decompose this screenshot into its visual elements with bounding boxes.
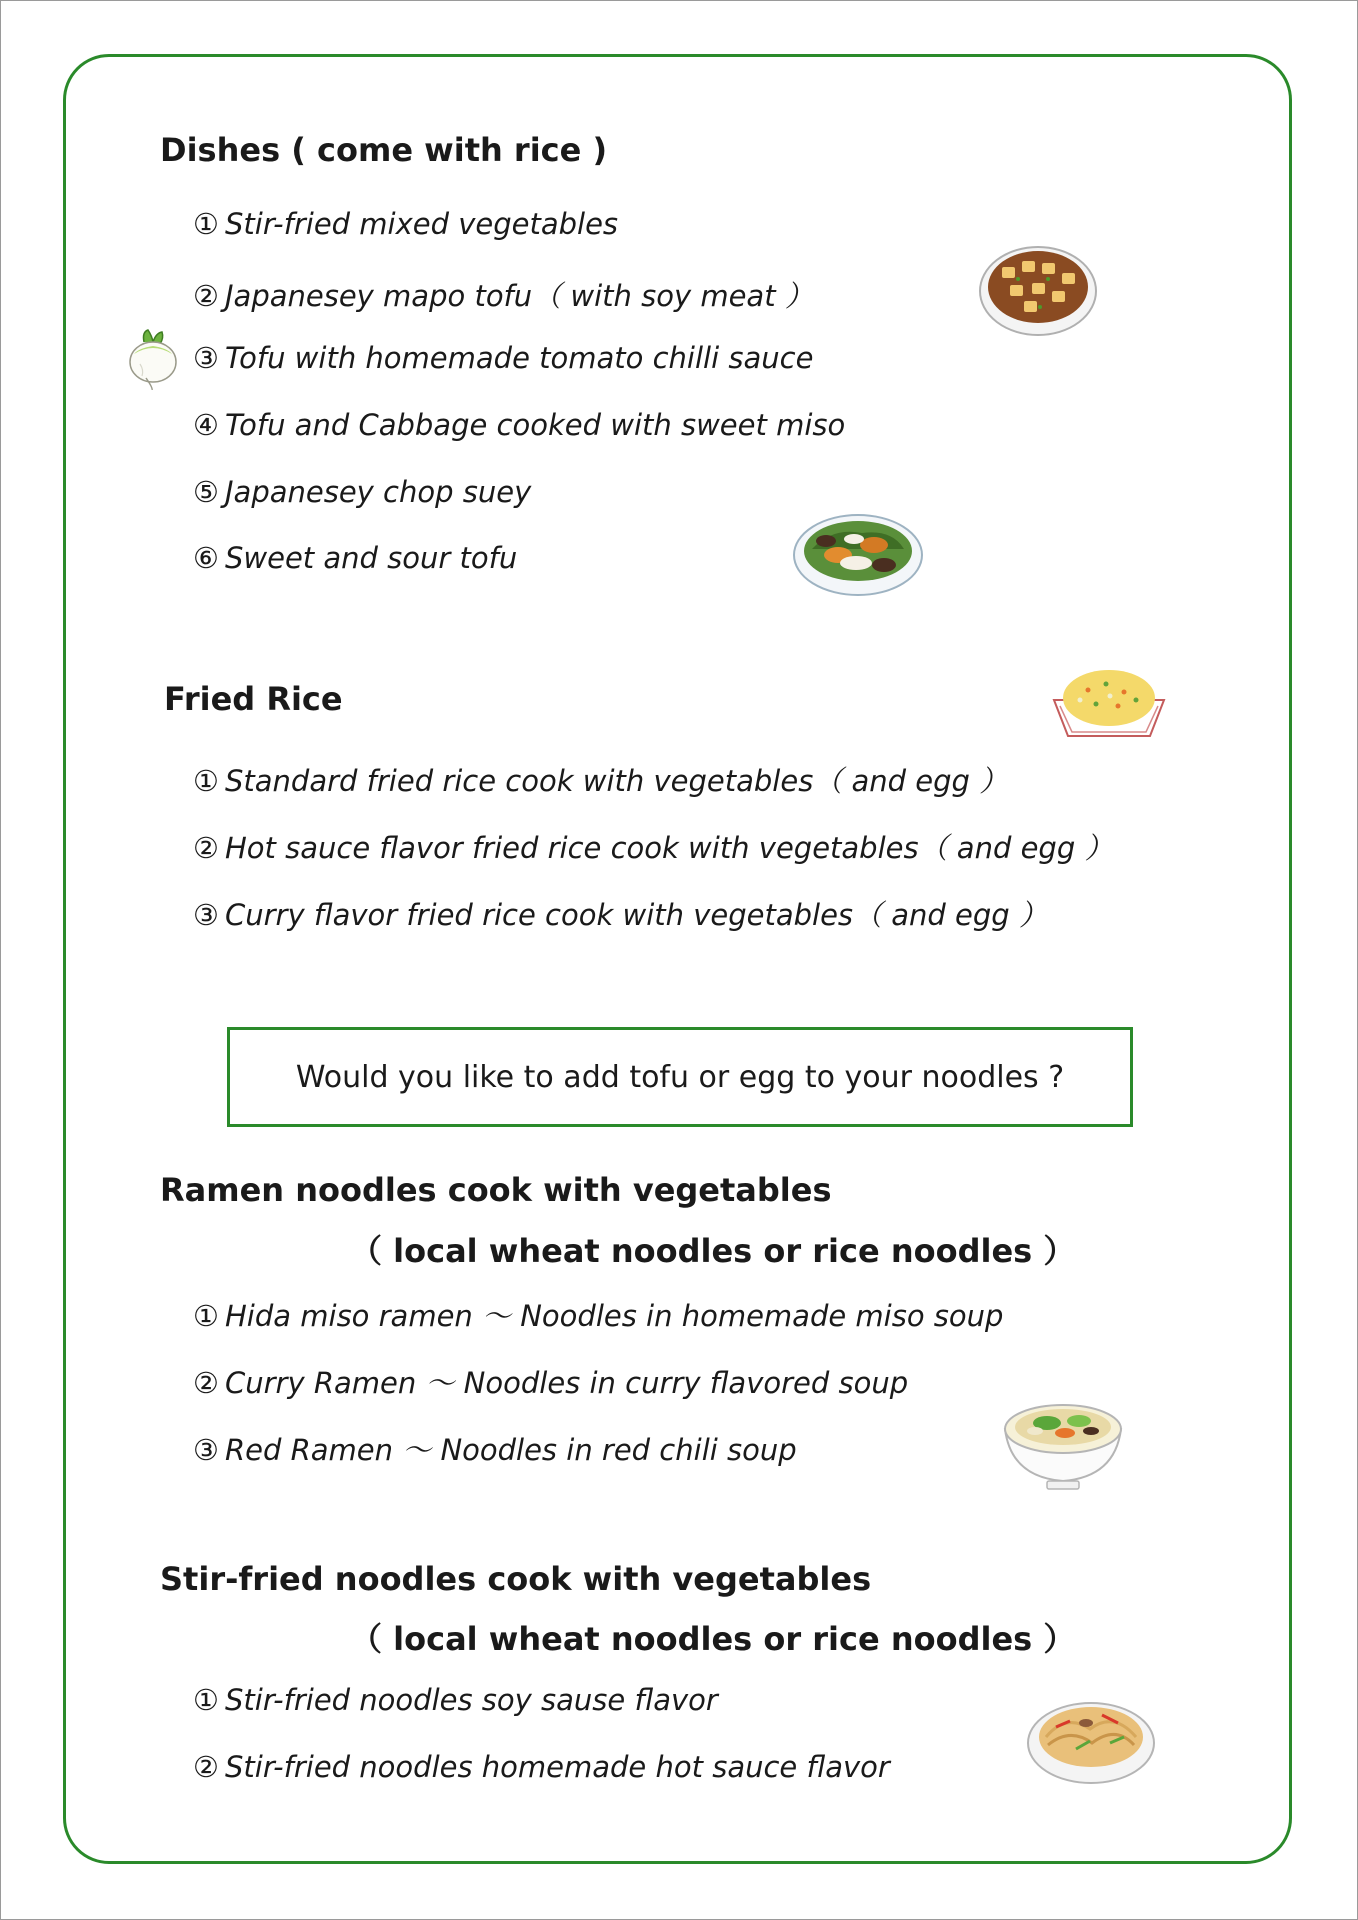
item-number: ⑥ (193, 541, 219, 575)
item-label: Stir-fried noodles soy sause flavor (225, 1683, 718, 1717)
fried-rice-heading: Fried Rice (164, 680, 343, 718)
fried-rice-item-2 (193, 826, 1113, 867)
chop-suey-icon (792, 509, 924, 597)
item-label: Stir-fried mixed vegetables (225, 207, 619, 241)
ramen-subheading: （ local wheat noodles or rice noodles ） (350, 1232, 1076, 1270)
item-label: Tofu with homemade tomato chilli sauce (225, 341, 814, 375)
ramen-item-1 (193, 1294, 1003, 1335)
stir-fried-noodles-item-1 (193, 1683, 718, 1717)
item-number: ② (193, 1750, 219, 1784)
item-number: ② (193, 279, 219, 313)
item-label: Stir-fried noodles homemade hot sauce flavor (225, 1750, 890, 1784)
item-label: Tofu and Cabbage cooked with sweet miso (225, 408, 846, 442)
fried-rice-icon (1048, 666, 1170, 752)
item-label: Japanesey mapo tofu（ with soy meat ） (225, 279, 814, 313)
dish-item-5 (193, 475, 531, 509)
ramen-item-3 (193, 1428, 797, 1469)
item-number: ① (193, 1683, 219, 1717)
ramen-heading: Ramen noodles cook with vegetables (160, 1171, 832, 1209)
item-number: ④ (193, 408, 219, 442)
item-number: ① (193, 764, 219, 798)
dishes-heading: Dishes ( come with rice ) (160, 131, 608, 169)
dish-item-6 (193, 541, 517, 575)
stir-fried-noodles-item-2 (193, 1750, 890, 1784)
item-label: Hida miso ramen ～ Noodles in homemade miso soup (225, 1299, 1004, 1333)
item-number: ③ (193, 1433, 219, 1467)
fried-rice-item-1 (193, 759, 1008, 800)
item-label: Hot sauce flavor fried rice cook with vegetables（ and egg ） (225, 831, 1114, 865)
fried-noodles-icon (1026, 1693, 1156, 1787)
item-label: Sweet and sour tofu (225, 541, 518, 575)
dish-item-4 (193, 408, 845, 442)
stir-fried-noodles-heading: Stir-fried noodles cook with vegetables (160, 1560, 872, 1598)
dish-item-1 (193, 207, 618, 241)
callout-text: Would you like to add tofu or egg to your noodles ? (295, 1059, 1065, 1095)
item-number: ③ (193, 898, 219, 932)
item-label: Japanesey chop suey (225, 475, 532, 509)
item-label: Standard fried rice cook with vegetables（ and egg ） (225, 764, 1009, 798)
noodle-addon-callout (227, 1027, 1133, 1127)
fried-rice-item-3 (193, 893, 1048, 934)
dish-item-3 (193, 341, 813, 375)
item-number: ③ (193, 341, 219, 375)
item-number: ② (193, 831, 219, 865)
item-label: Curry flavor fried rice cook with vegetables（ and egg ） (225, 898, 1048, 932)
item-number: ② (193, 1366, 219, 1400)
item-number: ⑤ (193, 475, 219, 509)
item-label: Curry Ramen ～ Noodles in curry flavored soup (225, 1366, 909, 1400)
item-number: ① (193, 1299, 219, 1333)
dish-item-2 (193, 274, 814, 315)
ramen-item-2 (193, 1361, 908, 1402)
stir-fried-noodles-subheading: （ local wheat noodles or rice noodles ） (350, 1620, 1076, 1658)
item-label: Red Ramen ～ Noodles in red chili soup (225, 1433, 797, 1467)
ramen-bowl-icon (1001, 1389, 1125, 1493)
mapo-tofu-icon (978, 241, 1098, 337)
item-number: ① (193, 207, 219, 241)
turnip-icon (122, 328, 184, 390)
